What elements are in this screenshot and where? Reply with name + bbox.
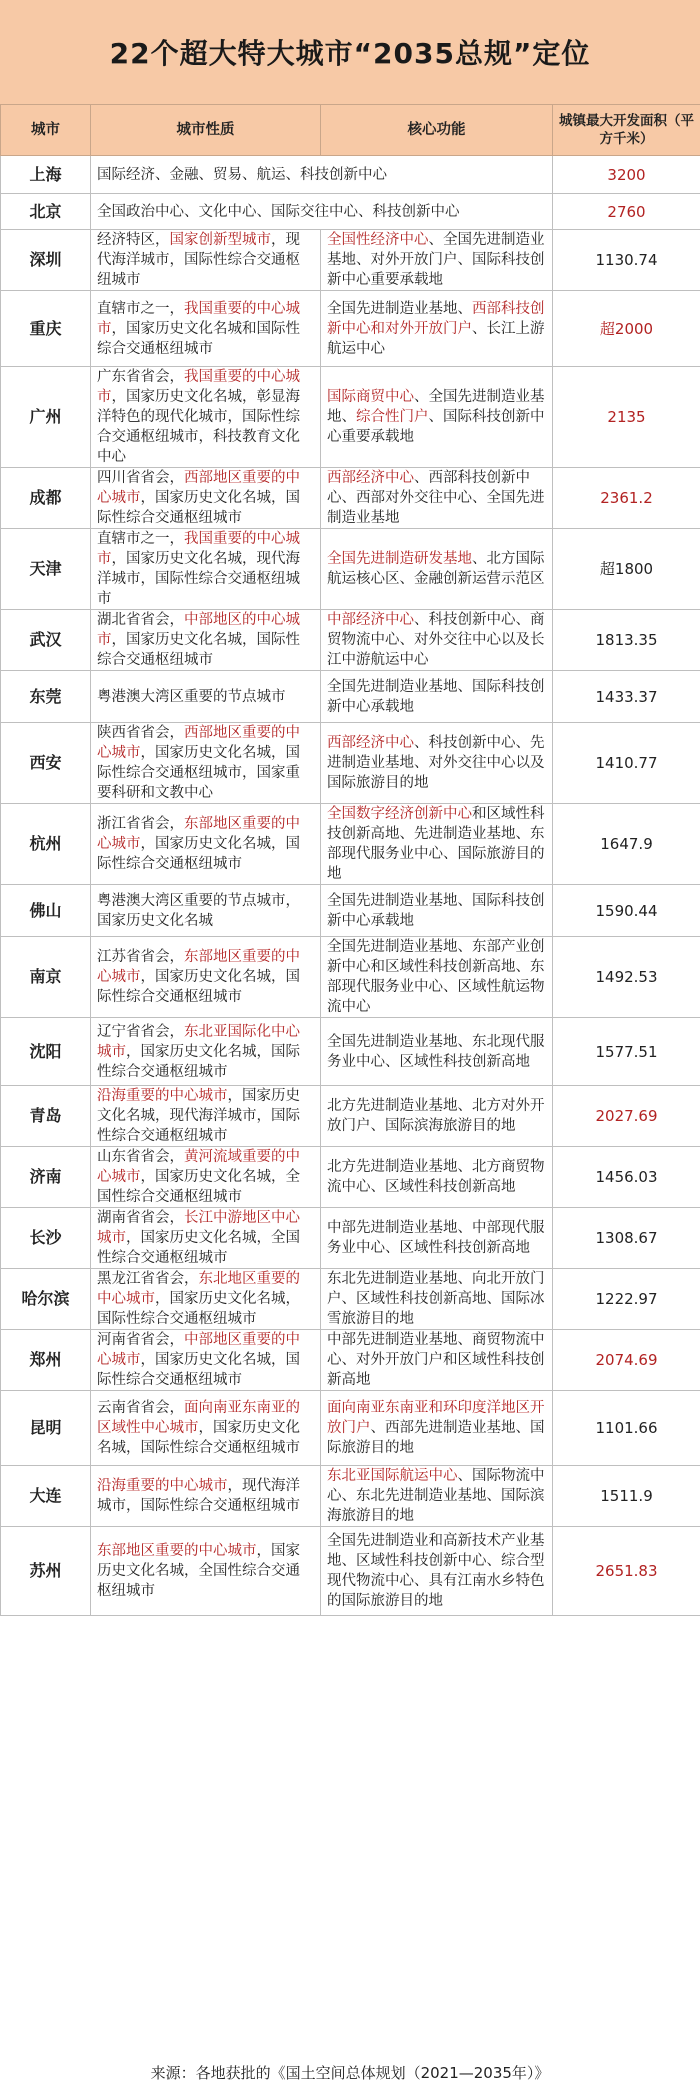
text-segment: 、全国先进制造业基地、对外开放门户、国际科技创新中心重要承载地 [327,232,545,288]
max-area-cell: 1456.03 [553,1147,700,1208]
text-segment: ，国家历史文化名城，国际性综合交通枢纽城市 [97,1291,300,1327]
core-function-cell [321,804,553,885]
table-row [1,937,700,1018]
city-name-cell: 南京 [1,937,91,1018]
table-header-row [1,105,700,156]
table-row [1,291,700,367]
city-nature-cell [91,1391,321,1466]
table-row [1,194,700,230]
text-segment: ，国家历史文化名城，国际性综合交通枢纽城市 [97,1043,300,1080]
core-function-cell [321,1330,553,1391]
city-name-cell: 深圳 [1,230,91,291]
highlighted-text: 西部经济中心 [327,735,414,751]
highlighted-text: 全国性经济中心 [327,232,429,248]
city-nature-cell [91,804,321,885]
max-area-cell: 1492.53 [553,937,700,1018]
text-segment: 国际经济、金融、贸易、航运、科技创新中心 [97,166,387,183]
max-area-cell: 2135 [553,367,700,468]
highlighted-text: 长江中游地区中心城市 [97,1210,300,1246]
core-function-cell [321,723,553,804]
city-name-cell: 济南 [1,1147,91,1208]
city-nature-cell [91,1466,321,1527]
city-name-cell: 沈阳 [1,1018,91,1086]
core-function-cell [321,1147,553,1208]
city-name-cell: 西安 [1,723,91,804]
text-segment: ，国家历史文化名城，全国性综合交通枢纽城市 [97,1543,300,1599]
max-area-cell: 1590.44 [553,885,700,937]
core-function-cell [321,529,553,610]
table-row [1,468,700,529]
highlighted-text: 面向南亚东南亚和环印度洋地区开放门户 [327,1400,545,1436]
table-row [1,610,700,671]
text-segment: 陕西省省会， [97,725,184,741]
city-name-cell: 哈尔滨 [1,1269,91,1330]
city-name-cell: 郑州 [1,1330,91,1391]
city-nature-cell [91,885,321,937]
max-area-cell: 超1800 [553,529,700,610]
text-segment: ，国家历史文化名城，国际性综合交通枢纽城市 [97,490,300,526]
table-row [1,1147,700,1208]
city-name-cell: 大连 [1,1466,91,1527]
text-segment: 全国先进制造业基地、国际科技创新中心承载地 [327,892,545,929]
highlighted-text: 国家创新型城市 [169,232,271,248]
text-segment: 山东省省会， [97,1149,184,1165]
core-function-cell [321,1527,553,1616]
city-nature-cell [91,723,321,804]
highlighted-text: 东北亚国际化中心城市 [97,1023,300,1060]
city-name-cell: 武汉 [1,610,91,671]
text-segment: 江苏省省会， [97,949,184,965]
text-segment: 粤港澳大湾区重要的节点城市，国家历史文化名城 [97,892,300,929]
text-segment: ，国家历史文化名城，国际性综合交通枢纽城市 [97,632,300,668]
city-nature-cell [91,1147,321,1208]
text-segment: 、科技创新中心、商贸物流中心、对外交往中心以及长江中游航运中心 [327,612,545,668]
page-title: 22个超大特大城市“2035总规”定位 [109,37,591,70]
city-name-cell: 天津 [1,529,91,610]
text-segment: ，国家历史文化名城，现代海洋城市，国际性综合交通枢纽城市 [97,551,300,607]
city-name-cell: 杭州 [1,804,91,885]
max-area-cell: 1410.77 [553,723,700,804]
highlighted-text: 中部经济中心 [327,612,414,628]
text-segment: 、西部先进制造业基地、国际旅游目的地 [327,1420,545,1456]
text-segment: 中部先进制造业基地、商贸物流中心、对外开放门户和区域性科技创新高地 [327,1332,545,1388]
city-nature-cell [91,291,321,367]
city-nature-cell [91,1208,321,1269]
city-name-cell: 长沙 [1,1208,91,1269]
text-segment: ，国家历史文化名城，现代海洋城市，国际性综合交通枢纽城市 [97,1088,300,1144]
max-area-cell: 2651.83 [553,1527,700,1616]
core-function-cell [321,468,553,529]
text-segment: ，国家历史文化名城，国际性综合交通枢纽城市 [97,836,300,872]
core-function-cell [321,610,553,671]
table-row [1,156,700,194]
highlighted-text: 全国先进制造研发基地 [327,551,472,567]
highlighted-text: 我国重要的中心城市 [97,369,300,405]
city-nature-cell [91,1330,321,1391]
city-nature-cell [91,1086,321,1147]
max-area-cell: 1511.9 [553,1466,700,1527]
text-segment: ，国家历史文化名城，国际性综合交通枢纽城市 [97,969,300,1005]
table-row [1,1466,700,1527]
city-name-cell: 佛山 [1,885,91,937]
max-area-cell: 2361.2 [553,468,700,529]
highlighted-text: 东北亚国际航运中心 [327,1468,458,1484]
city-name-cell: 苏州 [1,1527,91,1616]
highlighted-text: 西部地区重要的中心城市 [97,470,300,506]
highlighted-text: 面向南亚东南亚的区域性中心城市 [97,1400,300,1436]
city-name-cell: 北京 [1,194,91,230]
table-row [1,1527,700,1616]
highlighted-text: 国际商贸中心 [327,389,414,405]
max-area-cell: 1222.97 [553,1269,700,1330]
max-area-cell: 1130.74 [553,230,700,291]
table-row [1,1086,700,1147]
core-function-cell [321,1466,553,1527]
max-area-cell: 1647.9 [553,804,700,885]
text-segment: 、长江上游航运中心 [327,320,545,357]
city-nature-cell [91,230,321,291]
table-row [1,367,700,468]
max-area-cell: 3200 [553,156,700,194]
text-segment: 北方先进制造业基地、北方对外开放门户、国际滨海旅游目的地 [327,1098,545,1134]
text-segment: ，国家历史文化名城和国际性综合交通枢纽城市 [97,320,300,357]
text-segment: 、国际物流中心、东北先进制造业基地、国际滨海旅游目的地 [327,1468,545,1524]
city-nature-cell [91,529,321,610]
highlighted-text: 沿海重要的中心城市 [97,1088,228,1104]
highlighted-text: 东部地区重要的中心城市 [97,816,300,852]
highlighted-text: 东北地区重要的中心城市 [97,1271,300,1307]
core-function-cell [321,937,553,1018]
max-area-cell: 2027.69 [553,1086,700,1147]
column-header-nature: 城市性质 [91,105,321,156]
text-segment: ，国家历史文化名城，国际性综合交通枢纽城市 [97,1352,300,1388]
text-segment: 、科技创新中心、先进制造业基地、对外交往中心以及国际旅游目的地 [327,735,545,791]
highlighted-text: 我国重要的中心城市 [97,531,300,567]
city-nature-cell [91,1269,321,1330]
city-name-cell: 重庆 [1,291,91,367]
text-segment: 广东省省会， [97,369,184,385]
table-row [1,723,700,804]
highlighted-text: 全国数字经济创新中心 [327,806,472,822]
city-nature-cell [91,671,321,723]
max-area-cell: 2074.69 [553,1330,700,1391]
city-nature-cell [91,1018,321,1086]
core-function-cell [321,291,553,367]
core-function-cell [321,671,553,723]
core-function-cell [321,1269,553,1330]
text-segment: ，国家历史文化名城，全国性综合交通枢纽城市 [97,1230,300,1266]
text-segment: 、北方国际航运核心区、金融创新运营示范区 [327,551,545,587]
city-positioning-table [0,104,700,1616]
core-function-cell [321,230,553,291]
highlighted-text: 综合性门户 [356,409,429,425]
text-segment: ，国家历史文化名城，国际性综合交通枢纽城市 [97,1420,300,1456]
text-segment: ，现代海洋城市，国际性综合交通枢纽城市 [97,1478,300,1514]
table-row [1,1391,700,1466]
text-segment: 辽宁省省会， [97,1023,184,1040]
text-segment: 河南省省会， [97,1332,184,1348]
text-segment: 、全国先进制造业基地、 [327,389,545,425]
city-nature-cell [91,610,321,671]
max-area-cell: 2760 [553,194,700,230]
text-segment: 全国先进制造业基地、 [327,300,472,317]
text-segment: 直辖市之一， [97,531,184,547]
text-segment: 东北先进制造业基地、向北开放门户、区域性科技创新高地、国际冰雪旅游目的地 [327,1271,545,1327]
city-nature-cell [91,194,553,230]
text-segment: 全国先进制造业基地、国际科技创新中心承载地 [327,678,545,715]
highlighted-text: 东部地区重要的中心城市 [97,949,300,985]
text-segment: 全国先进制造业和高新技术产业基地、区域性科技创新中心、综合型现代物流中心、具有江南水乡特色的国际旅游目的地 [327,1533,545,1609]
text-segment: 四川省省会， [97,470,184,486]
text-segment: ，国家历史文化名城，彰显海洋特色的现代化城市，国际性综合交通枢纽城市，科技教育文化中心 [97,389,300,465]
text-segment: ，国家历史文化名城，全国性综合交通枢纽城市 [97,1169,300,1205]
max-area-cell: 1577.51 [553,1018,700,1086]
city-name-cell: 昆明 [1,1391,91,1466]
city-name-cell: 青岛 [1,1086,91,1147]
column-header-area: 城镇最大开发面积（平方千米） [553,105,700,156]
core-function-cell [321,885,553,937]
table-row [1,1208,700,1269]
table-row [1,1018,700,1086]
highlighted-text: 中部地区的中心城市 [97,612,300,648]
city-nature-cell [91,367,321,468]
max-area-cell: 1813.35 [553,610,700,671]
text-segment: 全国先进制造业基地、东部产业创新中心和区域性科技创新高地、东部现代服务业中心、区域性航运物流中心 [327,939,545,1015]
highlighted-text: 我国重要的中心城市 [97,300,300,337]
highlighted-text: 西部地区重要的中心城市 [97,725,300,761]
column-header-city: 城市 [1,105,91,156]
text-segment: 湖南省省会， [97,1210,184,1226]
text-segment: ，现代海洋城市，国际性综合交通枢纽城市 [97,232,300,288]
core-function-cell [321,1208,553,1269]
text-segment: 全国政治中心、文化中心、国际交往中心、科技创新中心 [97,203,460,220]
core-function-cell [321,1018,553,1086]
table-row [1,885,700,937]
max-area-cell: 1308.67 [553,1208,700,1269]
text-segment: 北方先进制造业基地、北方商贸物流中心、区域性科技创新高地 [327,1159,545,1195]
column-header-function: 核心功能 [321,105,553,156]
city-name-cell: 上海 [1,156,91,194]
core-function-cell [321,1391,553,1466]
table-row [1,1269,700,1330]
city-nature-cell [91,1527,321,1616]
max-area-cell: 1101.66 [553,1391,700,1466]
max-area-cell: 超2000 [553,291,700,367]
table-body [1,156,700,1616]
city-name-cell: 成都 [1,468,91,529]
table-row [1,804,700,885]
text-segment: 湖北省省会， [97,612,184,628]
text-segment: 和区域性科技创新高地、先进制造业基地、东部现代服务业中心、国际旅游目的地 [327,806,545,882]
text-segment: 中部先进制造业基地、中部现代服务业中心、区域性科技创新高地 [327,1220,545,1256]
source-note: 来源：各地获批的《国土空间总体规划（2021—2035年）》 [150,2064,550,2082]
highlighted-text: 黄河流域重要的中心城市 [97,1149,300,1185]
text-segment: 浙江省省会， [97,816,184,832]
city-nature-cell [91,937,321,1018]
highlighted-text: 西部经济中心 [327,470,414,486]
city-name-cell: 东莞 [1,671,91,723]
text-segment: 云南省省会， [97,1400,184,1416]
text-segment: 全国先进制造业基地、东北现代服务业中心、区域性科技创新高地 [327,1033,545,1070]
text-segment: 经济特区， [97,232,170,248]
city-name-cell: 广州 [1,367,91,468]
highlighted-text: 中部地区重要的中心城市 [97,1332,300,1368]
core-function-cell [321,1086,553,1147]
text-segment: 直辖市之一， [97,300,184,317]
text-segment: 、西部科技创新中心、西部对外交往中心、全国先进制造业基地 [327,470,545,526]
table-row [1,529,700,610]
max-area-cell: 1433.37 [553,671,700,723]
highlighted-text: 沿海重要的中心城市 [97,1478,228,1494]
highlighted-text: 东部地区重要的中心城市 [97,1543,257,1559]
table-row [1,1330,700,1391]
table-row [1,230,700,291]
title-banner [0,0,700,104]
text-segment: 黑龙江省省会， [97,1271,199,1287]
city-nature-cell [91,156,553,194]
table-row [1,671,700,723]
city-nature-cell [91,468,321,529]
text-segment: ，国家历史文化名城，国际性综合交通枢纽城市，国家重要科研和文教中心 [97,745,300,801]
text-segment: 、国际科技创新中心重要承载地 [327,409,545,445]
text-segment: 粤港澳大湾区重要的节点城市 [97,688,286,705]
highlighted-text: 西部科技创新中心和对外开放门户 [327,300,545,337]
core-function-cell [321,367,553,468]
